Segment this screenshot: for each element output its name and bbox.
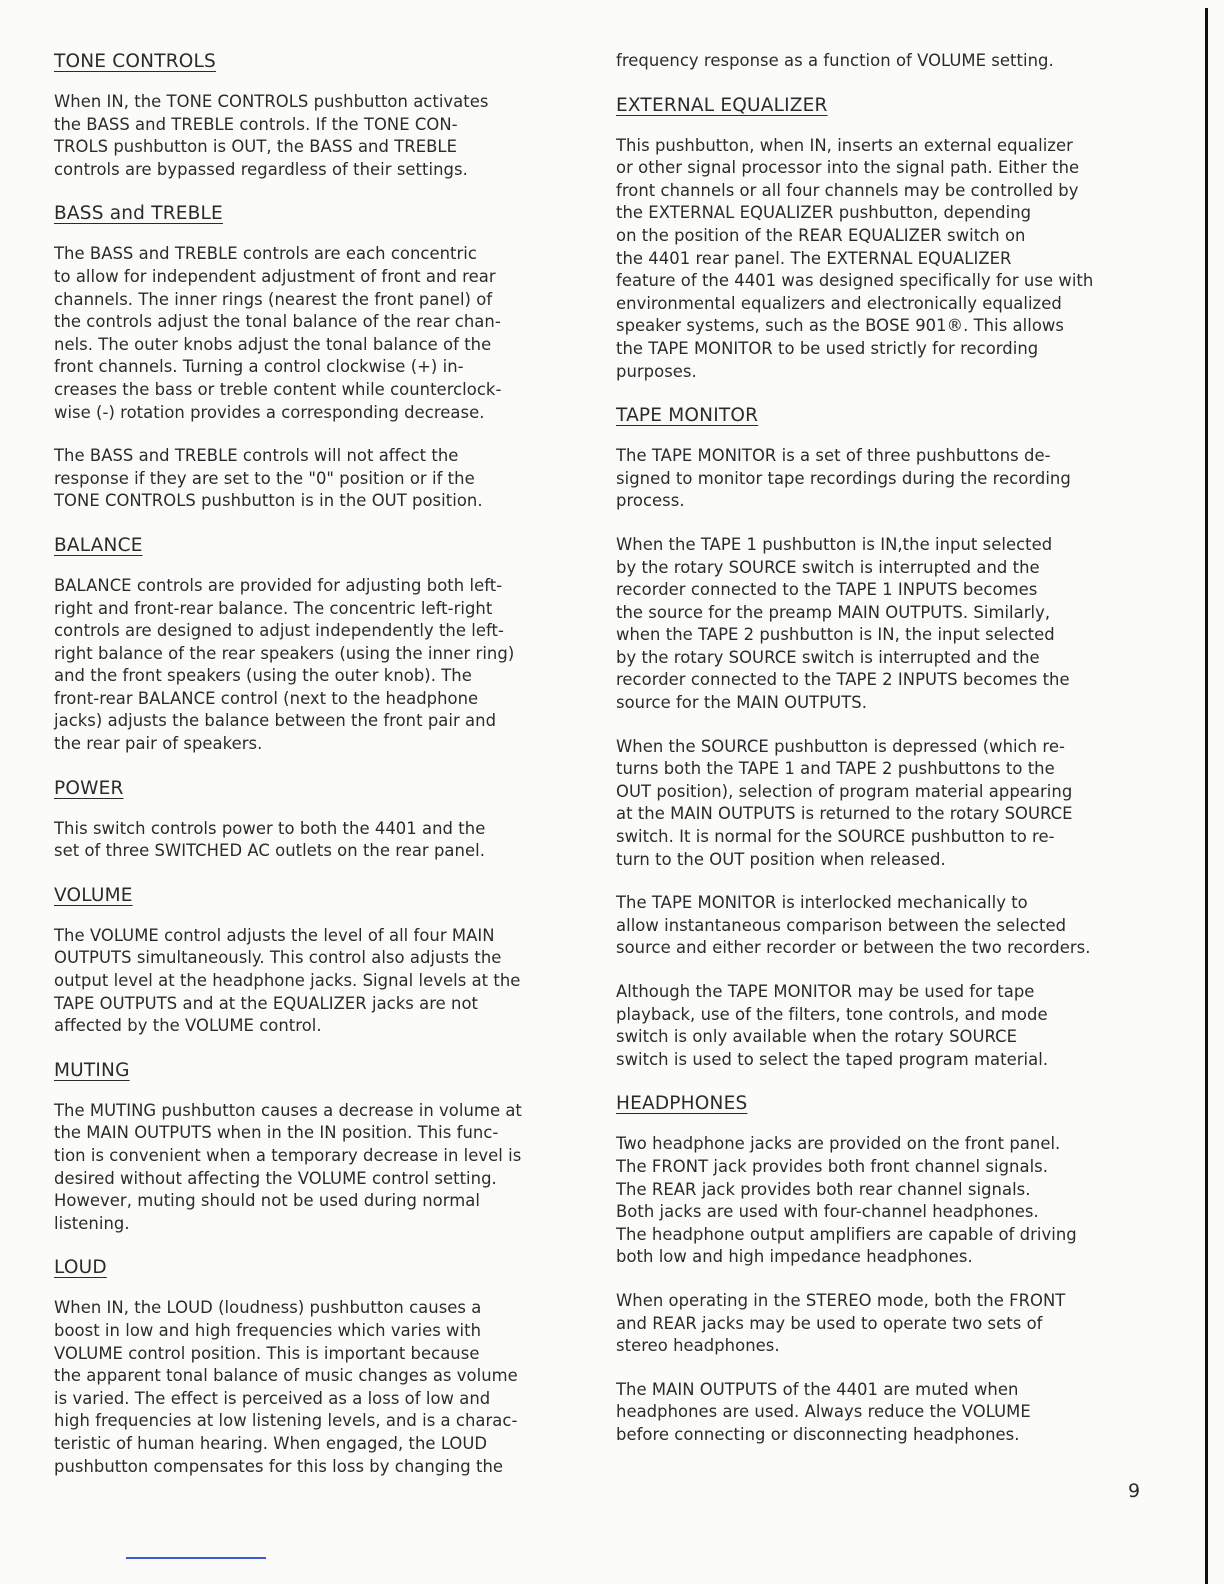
text-line: When operating in the STEREO mode, both the FRONT [616, 1290, 1066, 1310]
text-line: desired without affecting the VOLUME control setting. [54, 1168, 497, 1188]
text-line: wise (-) rotation provides a corresponding decrease. [54, 402, 485, 422]
text-line: recorder connected to the TAPE 1 INPUTS becomes [616, 580, 1038, 600]
page-number: 9 [1128, 1480, 1141, 1502]
text-line: the MAIN OUTPUTS when in the IN position. This func- [54, 1123, 499, 1143]
text-line: the 4401 rear panel. The EXTERNAL EQUALIZER [616, 248, 1012, 268]
text-line: headphones are used. Always reduce the VOLUME [616, 1402, 1031, 1422]
text-line: When the SOURCE pushbutton is depressed (which re- [616, 736, 1065, 756]
text-line: process. [616, 491, 685, 511]
text-line: the apparent tonal balance of music changes as volume [54, 1366, 518, 1386]
text-line: TROLS pushbutton is OUT, the BASS and TREBLE [54, 137, 457, 157]
text-line: the EXTERNAL EQUALIZER pushbutton, depending [616, 203, 1032, 223]
text-line: the BASS and TREBLE controls. If the TONE CON- [54, 114, 458, 134]
text-line: right balance of the rear speakers (using the inner ring) [54, 643, 515, 663]
text-line: front channels or all four channels may be controlled by [616, 180, 1079, 200]
paragraph [616, 50, 1156, 73]
text-line: right and front-rear balance. The concentric left-right [54, 598, 493, 618]
page-edge-line [1205, 8, 1208, 1584]
text-line: signed to monitor tape recordings during the recording [616, 468, 1071, 488]
text-line: boost in low and high frequencies which varies with [54, 1320, 482, 1340]
paragraph [616, 1133, 1156, 1269]
text-line: feature of the 4401 was designed specifically for use with [616, 271, 1094, 291]
text-line: the source for the preamp MAIN OUTPUTS. Similarly, [616, 602, 1051, 622]
text-line: response if they are set to the "0" position or if the [54, 468, 475, 488]
text-line: The BASS and TREBLE controls are each concentric [54, 244, 477, 264]
text-line: When IN, the LOUD (loudness) pushbutton causes a [54, 1298, 482, 1318]
paragraph [616, 534, 1156, 715]
text-line: controls are bypassed regardless of their settings. [54, 159, 468, 179]
paragraph [616, 981, 1156, 1071]
text-line: Although the TAPE MONITOR may be used for tape [616, 982, 1035, 1001]
section-heading: BALANCE [54, 534, 143, 556]
text-line: frequency response as a function of VOLUME setting. [616, 51, 1054, 70]
section-heading: BASS and TREBLE [54, 203, 223, 225]
section [54, 777, 580, 863]
section [54, 884, 580, 1038]
text-line: playback, use of the filters, tone controls, and mode [616, 1004, 1048, 1024]
text-line: teristic of human hearing. When engaged, the LOUD [54, 1433, 488, 1453]
section [54, 1059, 580, 1236]
text-line: listening. [54, 1213, 130, 1233]
text-line: by the rotary SOURCE switch is interrupted and the [616, 557, 1040, 577]
text-line: This pushbutton, when IN, inserts an external equalizer [616, 135, 1073, 155]
text-line: However, muting should not be used during normal [54, 1191, 480, 1211]
right-column [616, 50, 1156, 1468]
text-line: The VOLUME control adjusts the level of all four MAIN [54, 925, 495, 945]
left-column [54, 50, 580, 1499]
section [616, 50, 1156, 73]
text-line: The headphone output amplifiers are capable of driving [616, 1224, 1077, 1244]
text-line: switch is only available when the rotary SOURCE [616, 1027, 1018, 1047]
text-line: Two headphone jacks are provided on the front panel. [616, 1134, 1061, 1154]
text-line: the TAPE MONITOR to be used strictly for recording [616, 338, 1039, 358]
paragraph [616, 1290, 1156, 1358]
text-line: and REAR jacks may be used to operate two sets of [616, 1313, 1043, 1333]
text-line: pushbutton compensates for this loss by changing the [54, 1456, 504, 1476]
paragraph [54, 1297, 580, 1478]
text-line: When IN, the TONE CONTROLS pushbutton activates [54, 92, 489, 111]
text-line: switch is used to select the taped program material. [616, 1049, 1049, 1069]
text-line: both low and high impedance headphones. [616, 1247, 973, 1267]
text-line: high frequencies at low listening levels, and is a charac- [54, 1411, 518, 1431]
text-line: TAPE OUTPUTS and at the EQUALIZER jacks are not [54, 993, 479, 1013]
text-line: The BASS and TREBLE controls will not affect the [54, 446, 459, 466]
section-heading: TAPE MONITOR [616, 405, 759, 427]
text-line: The MAIN OUTPUTS of the 4401 are muted when [616, 1379, 1019, 1399]
paragraph [616, 445, 1156, 513]
section [54, 1256, 580, 1478]
paragraph [54, 575, 580, 756]
text-line: turns both the TAPE 1 and TAPE 2 pushbuttons to the [616, 759, 1055, 779]
text-line: The MUTING pushbutton causes a decrease in volume at [54, 1100, 522, 1120]
text-line: OUT position), selection of program material appearing [616, 781, 1073, 801]
section-heading: LOUD [54, 1257, 107, 1279]
text-line: front channels. Turning a control clockwise (+) in- [54, 357, 464, 377]
paragraph [54, 243, 580, 424]
text-line: is varied. The effect is perceived as a loss of low and [54, 1388, 491, 1408]
text-line: environmental equalizers and electronically equalized [616, 293, 1062, 313]
paragraph [616, 892, 1156, 960]
text-line: The REAR jack provides both rear channel signals. [616, 1179, 1031, 1199]
text-line: speaker systems, such as the BOSE 901®. This allows [616, 316, 1064, 336]
section-heading: HEADPHONES [616, 1093, 748, 1115]
paragraph [54, 925, 580, 1038]
text-line: When the TAPE 1 pushbutton is IN,the input selected [616, 534, 1053, 554]
text-line: the controls adjust the tonal balance of the rear chan- [54, 312, 501, 332]
paragraph [54, 818, 580, 863]
section-heading: POWER [54, 777, 124, 799]
text-line: jacks) adjusts the balance between the front pair and [54, 711, 497, 731]
section [616, 1092, 1156, 1446]
text-line: set of three SWITCHED AC outlets on the rear panel. [54, 841, 485, 861]
text-line: The TAPE MONITOR is a set of three pushbuttons de- [616, 446, 1051, 466]
text-line: controls are designed to adjust independently the left- [54, 621, 504, 641]
section-heading: MUTING [54, 1059, 130, 1081]
text-line: at the MAIN OUTPUTS is returned to the rotary SOURCE [616, 804, 1073, 824]
text-line: The TAPE MONITOR is interlocked mechanically to [616, 893, 1028, 913]
text-line: OUTPUTS simultaneously. This control also adjusts the [54, 948, 502, 968]
text-line: The FRONT jack provides both front channel signals. [616, 1156, 1049, 1176]
text-line: when the TAPE 2 pushbutton is IN, the input selected [616, 625, 1055, 645]
text-line: channels. The inner rings (nearest the front panel) of [54, 289, 493, 309]
text-line: affected by the VOLUME control. [54, 1016, 322, 1036]
text-line: output level at the headphone jacks. Signal levels at the [54, 971, 521, 991]
section [616, 404, 1156, 1071]
text-line: VOLUME control position. This is important because [54, 1343, 480, 1363]
section-heading: TONE CONTROLS [54, 51, 216, 72]
section [54, 202, 580, 513]
section [54, 534, 580, 756]
text-line: tion is convenient when a temporary decrease in level is [54, 1146, 522, 1165]
text-line: front-rear BALANCE control (next to the headphone [54, 688, 479, 708]
text-line: recorder connected to the TAPE 2 INPUTS becomes the [616, 670, 1070, 690]
paragraph [616, 736, 1156, 872]
text-line: by the rotary SOURCE switch is interrupted and the [616, 647, 1040, 667]
text-line: This switch controls power to both the 4401 and the [54, 818, 486, 838]
text-line: stereo headphones. [616, 1336, 780, 1356]
text-line: TONE CONTROLS pushbutton is in the OUT position. [54, 491, 483, 511]
footer-rule [126, 1557, 266, 1559]
text-line: source and either recorder or between the two recorders. [616, 938, 1091, 958]
text-line: on the position of the REAR EQUALIZER switch on [616, 225, 1026, 245]
text-line: allow instantaneous comparison between the selected [616, 915, 1067, 935]
text-line: creases the bass or treble content while counterclock- [54, 379, 502, 399]
paragraph [616, 1379, 1156, 1447]
text-line: the rear pair of speakers. [54, 734, 263, 754]
text-line: BALANCE controls are provided for adjusting both left- [54, 575, 503, 595]
section-heading: EXTERNAL EQUALIZER [616, 94, 828, 116]
section [54, 50, 580, 181]
paragraph [54, 1100, 580, 1236]
text-line: or other signal processor into the signal path. Either the [616, 158, 1080, 178]
section-heading: VOLUME [54, 884, 133, 906]
section [616, 94, 1156, 384]
text-line: Both jacks are used with four-channel headphones. [616, 1202, 1039, 1222]
text-line: switch. It is normal for the SOURCE pushbutton to re- [616, 827, 1055, 847]
paragraph [54, 445, 580, 513]
paragraph [54, 91, 580, 181]
paragraph [616, 135, 1156, 384]
text-line: nels. The outer knobs adjust the tonal balance of the [54, 334, 492, 354]
text-line: and the front speakers (using the outer knob). The [54, 666, 472, 686]
text-line: purposes. [616, 361, 697, 381]
text-line: before connecting or disconnecting headphones. [616, 1424, 1020, 1444]
text-line: source for the MAIN OUTPUTS. [616, 693, 867, 713]
text-line: turn to the OUT position when released. [616, 849, 946, 869]
text-line: to allow for independent adjustment of front and rear [54, 266, 496, 286]
